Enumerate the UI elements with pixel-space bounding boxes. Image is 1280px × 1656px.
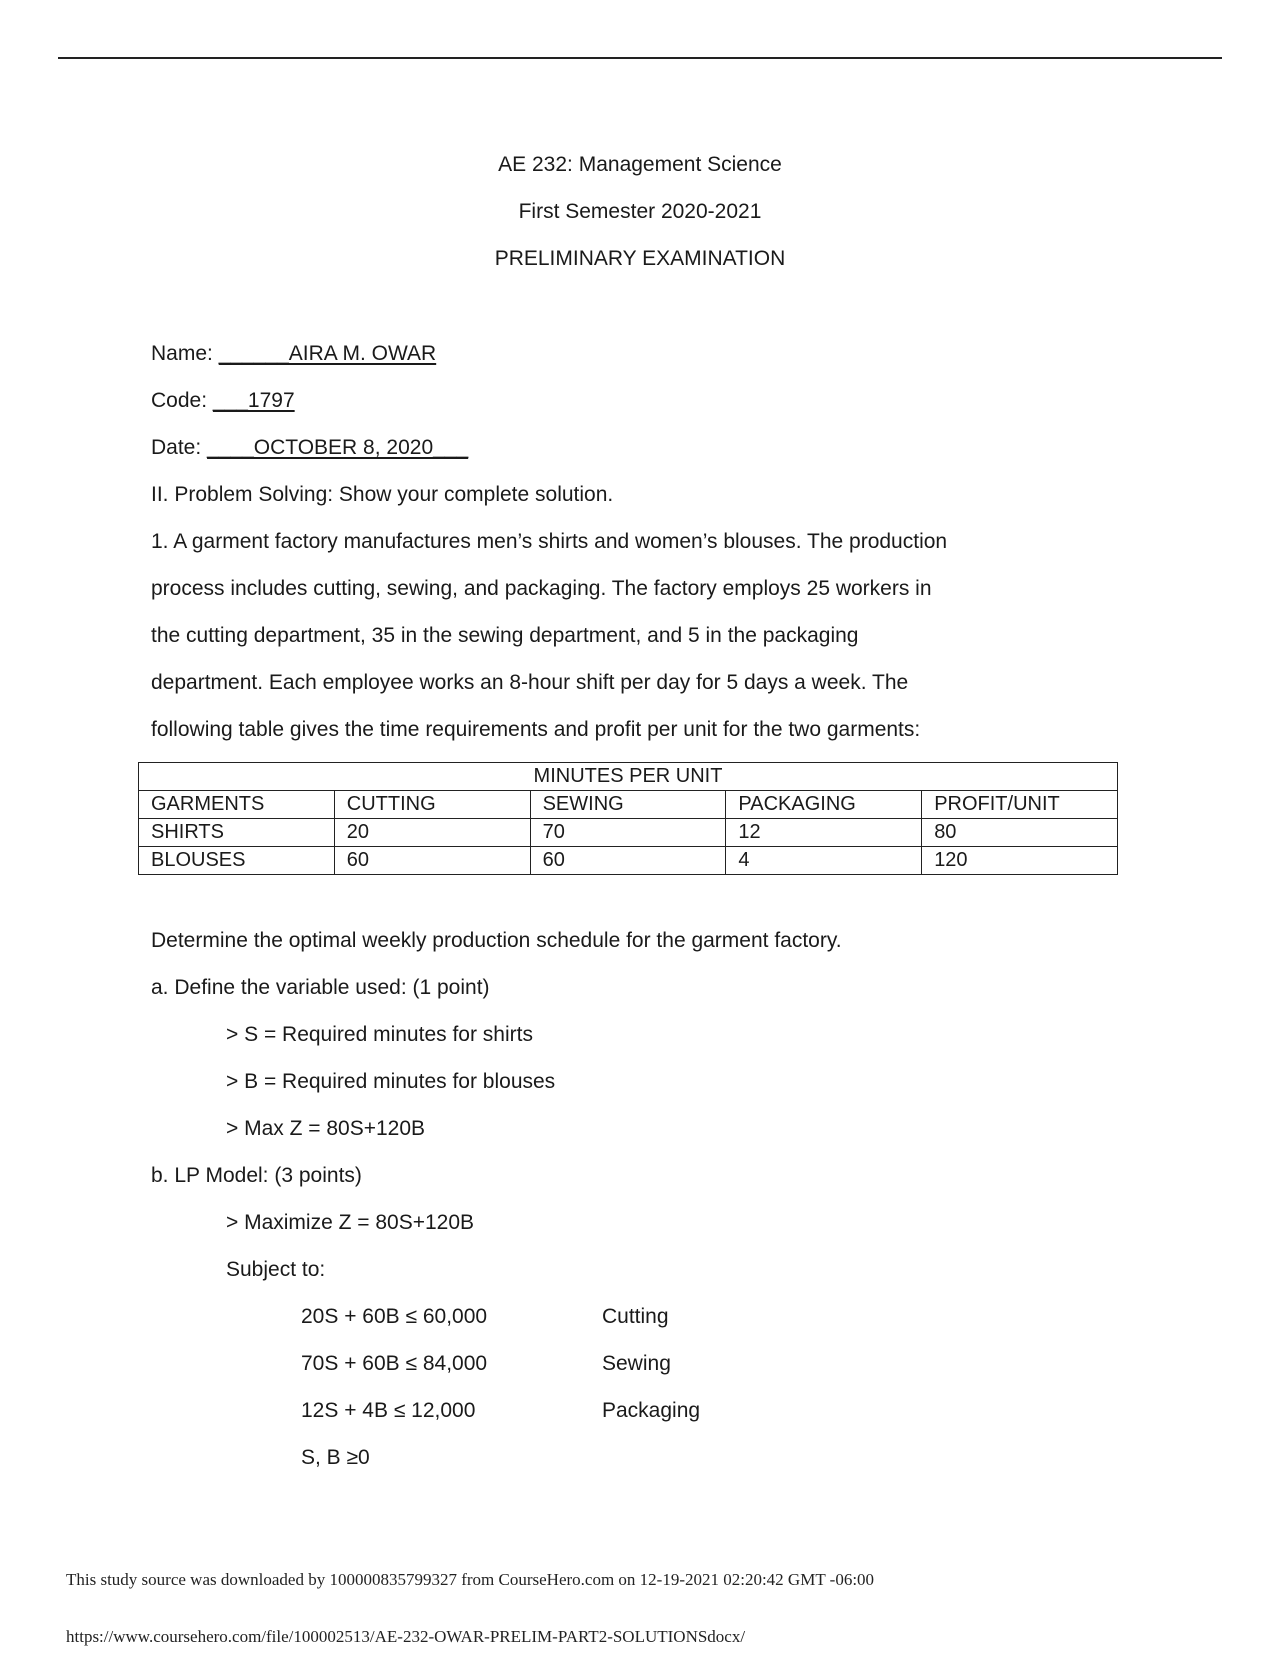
constraint-expr: 20S + 60B ≤ 60,000 [301, 1305, 488, 1328]
part-a-item: > Max Z = 80S+120B [226, 1117, 426, 1140]
subject-to: Subject to: [226, 1258, 326, 1281]
problem-line: department. Each employee works an 8-hour shift per day for 5 days a week. The [151, 671, 909, 694]
date-value: ____OCTOBER 8, 2020___ [207, 436, 469, 459]
header-cell: PROFIT/UNIT [922, 791, 1118, 819]
date-label: Date: [151, 436, 202, 459]
table-cell: 60 [334, 847, 530, 875]
part-a-title: a. Define the variable used: (1 point) [151, 976, 490, 999]
problem-line: following table gives the time requirements and profit per unit for the two garments: [151, 718, 921, 741]
table-cell: 4 [726, 847, 922, 875]
header-cell: PACKAGING [726, 791, 922, 819]
constraint-label: Sewing [602, 1352, 671, 1375]
header-cell: GARMENTS [139, 791, 335, 819]
section-title: II. Problem Solving: Show your complete solution. [151, 483, 614, 506]
question: Determine the optimal weekly production schedule for the garment factory. [151, 929, 842, 952]
table-cell: 60 [530, 847, 726, 875]
problem-line: the cutting department, 35 in the sewing department, and 5 in the packaging [151, 624, 859, 647]
minutes-table [138, 762, 1118, 875]
constraint-label: Cutting [602, 1305, 669, 1328]
nonnegativity: S, B ≥0 [301, 1446, 370, 1469]
table-cell: 80 [922, 819, 1118, 847]
problem-line: 1. A garment factory manufactures men’s shirts and women’s blouses. The production [151, 530, 948, 553]
name-row [151, 342, 436, 366]
part-a-item: > S = Required minutes for shirts [226, 1023, 533, 1046]
header-cell: SEWING [530, 791, 726, 819]
table-caption-row [139, 763, 1118, 791]
table-cell: 20 [334, 819, 530, 847]
table-row [139, 847, 1118, 875]
table-cell: SHIRTS [139, 819, 335, 847]
code-row [151, 389, 295, 413]
name-value: ______AIRA M. OWAR [218, 342, 437, 365]
code-label: Code: [151, 389, 208, 412]
date-row [151, 436, 468, 460]
course-title: AE 232: Management Science [498, 153, 782, 176]
part-b-title: b. LP Model: (3 points) [151, 1164, 362, 1187]
table-header-row [139, 791, 1118, 819]
top-rule [58, 57, 1222, 59]
problem-line: process includes cutting, sewing, and packaging. The factory employs 25 workers in [151, 577, 932, 600]
table-caption: MINUTES PER UNIT [139, 763, 1118, 791]
table-cell: 70 [530, 819, 726, 847]
objective: > Maximize Z = 80S+120B [226, 1211, 475, 1234]
table-row [139, 819, 1118, 847]
semester: First Semester 2020-2021 [518, 200, 762, 223]
header-cell: CUTTING [334, 791, 530, 819]
constraint-label: Packaging [602, 1399, 701, 1422]
code-value: ___1797 [212, 389, 295, 412]
exam-title: PRELIMINARY EXAMINATION [494, 247, 786, 270]
constraint-expr: 12S + 4B ≤ 12,000 [301, 1399, 476, 1422]
name-label: Name: [151, 342, 213, 365]
part-a-item: > B = Required minutes for blouses [226, 1070, 556, 1093]
source-url[interactable]: https://www.coursehero.com/file/100002513/AE-232-OWAR-PRELIM-PART2-SOLUTIONSdocx/ [66, 1627, 746, 1646]
constraint-expr: 70S + 60B ≤ 84,000 [301, 1352, 488, 1375]
table-cell: 120 [922, 847, 1118, 875]
table-cell: 12 [726, 819, 922, 847]
table-cell: BLOUSES [139, 847, 335, 875]
source-notice: This study source was downloaded by 100000835799327 from CourseHero.com on 12-19-2021 02:20:42 GMT -06:00 [66, 1570, 875, 1589]
